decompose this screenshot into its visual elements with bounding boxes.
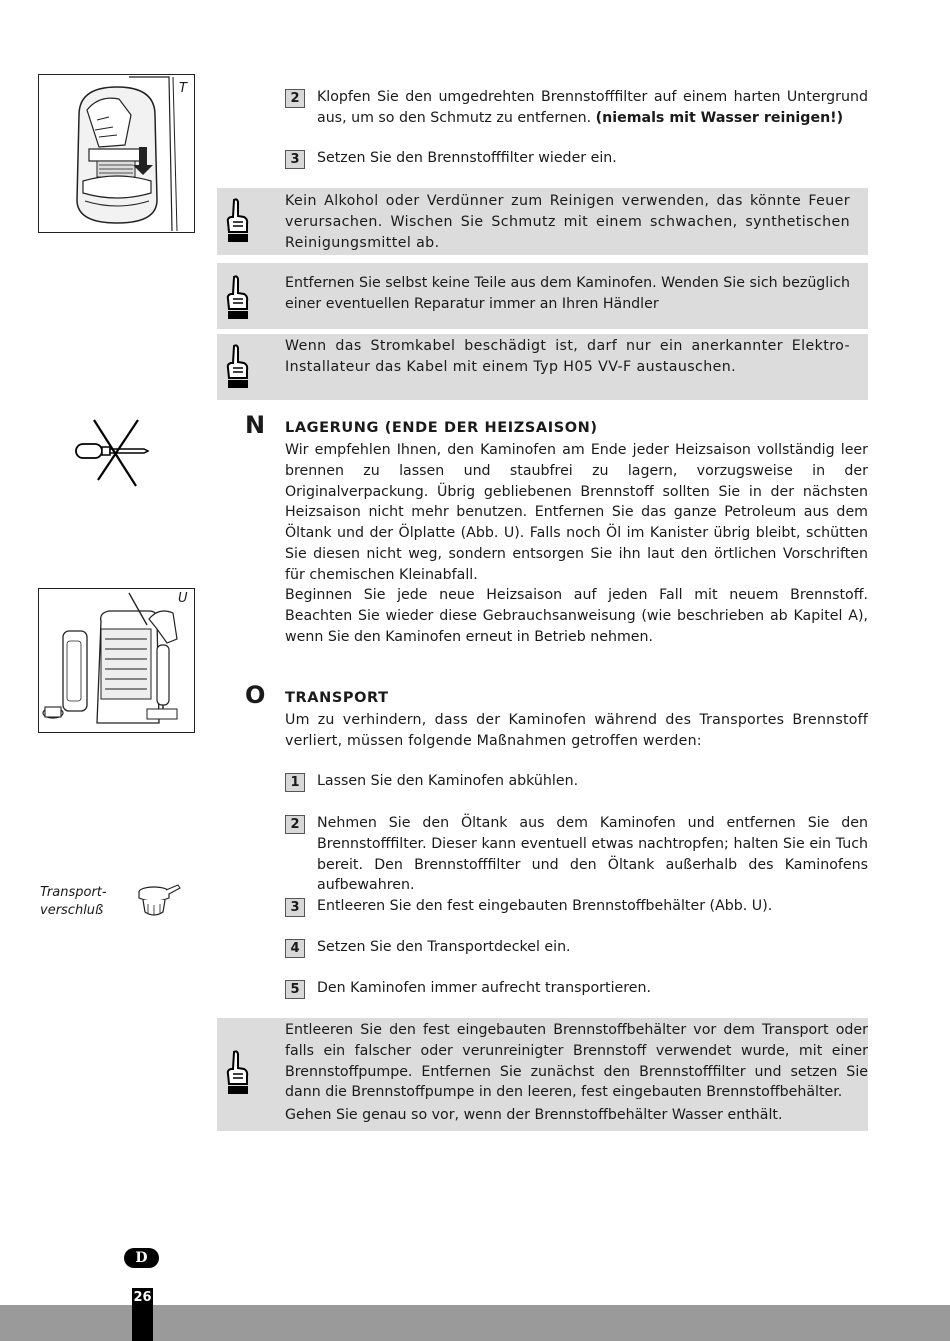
step-number: 4 — [285, 939, 305, 958]
figure-t-label: T — [179, 81, 187, 96]
figure-u-tank-emptying — [38, 588, 195, 733]
step-text: Setzen Sie den Brennstofffilter wieder ein. — [317, 150, 617, 166]
stove-pump-illustration — [39, 589, 193, 731]
no-screwdriver-icon — [72, 416, 152, 488]
note-box — [217, 334, 868, 400]
step-number: 1 — [285, 773, 305, 792]
note-text: Kein Alkohol oder Verdünner zum Reinigen verwenden, das könnte Feuer verursachen. Wischen Sie Schmutz mit einem schwachen, synthetischen Reinigungsmittel ab. — [285, 193, 850, 251]
step-number: 2 — [285, 815, 305, 834]
note-text-extra: Gehen Sie genau so vor, wenn der Brennstoffbehälter Wasser enthält. — [285, 1107, 783, 1124]
step-text — [317, 87, 868, 129]
figure-u-label: U — [178, 591, 188, 606]
note-text-main: Entleeren Sie den fest eingebauten Brennstoffbehälter vor dem Transport oder falls ein falscher oder verunreinigter Brennstoff verwendet wurde, mit einer Brennstoffpumpe. Entfernen Sie zunächst den Brennstofffilter und setzen Sie dann die Brennstoffpumpe in den leeren, fest eingebauten Brennstoffbehälter. — [285, 1022, 868, 1101]
pointing-hand-icon — [224, 1050, 250, 1096]
step-number: 3 — [285, 150, 305, 169]
page-number-tab — [132, 1288, 153, 1341]
note-text: Wenn das Stromkabel beschädigt ist, darf nur ein anerkannter Elektro-Installateur das Kabel mit einem Typ H05 VV-F austauschen. — [285, 338, 850, 375]
section-title: LAGERUNG (ENDE DER HEIZSAISON) — [285, 420, 598, 436]
section-letter: N — [245, 411, 266, 439]
transport-cap-label-line2: verschluß — [40, 903, 104, 918]
note-box — [217, 263, 868, 329]
section-paragraph: Um zu verhindern, dass der Kaminofen während des Transportes Brennstoff verliert, müssen folgende Maßnahmen getroffen werden: — [285, 712, 868, 749]
transport-cap-icon — [136, 882, 182, 920]
transport-cap-label-line1: Transport- — [40, 885, 107, 900]
section-paragraph: Wir empfehlen Ihnen, den Kaminofen am Ende jeder Heizsaison vollständig leer brennen zu lassen und staubfrei zu lagern, vorzugsweise in der Originalverpackung. Übrig gebliebenen Brennstoff sollten Sie in der nächsten Heizsaison nicht mehr benutzen. Entfernen Sie das ganze Petroleum aus dem Öltank und der Ölplatte (Abb. U). Falls noch Öl im Kanister übrig bleibt, schütten Sie diesen nicht weg, sondern entsorgen Sie ihn laut den örtlichen Vorschriften für chemischen Kleinabfall. — [285, 442, 868, 583]
step-text: Den Kaminofen immer aufrecht transportieren. — [317, 980, 651, 996]
step-text-warning: (niemals mit Wasser reinigen!) — [595, 109, 844, 126]
step-text: Lassen Sie den Kaminofen abkühlen. — [317, 773, 579, 789]
language-badge: D — [124, 1248, 159, 1268]
pointing-hand-icon — [224, 275, 250, 321]
step-text: Setzen Sie den Transportdeckel ein. — [317, 939, 571, 955]
section-paragraph: Beginnen Sie jede neue Heizsaison auf jeden Fall mit neuem Brennstoff. Beachten Sie wieder diese Gebrauchsanweisung (wie beschrieben ab Kapitel A), wenn Sie den Kaminofen erneut in Betrieb nehmen. — [285, 587, 868, 645]
step-number: 5 — [285, 980, 305, 999]
section-letter: O — [245, 681, 266, 709]
transport-cap-label — [40, 884, 107, 920]
step-number: 3 — [285, 898, 305, 917]
step-text: Nehmen Sie den Öltank aus dem Kaminofen und entfernen Sie den Brennstofffilter. Dieser kann eventuell etwas nachtropfen; halten Sie ein Tuch bereit. Den Brennstofffilter und den Öltank außerhalb des Kaminofens aufbewahren. — [317, 815, 868, 894]
note-text — [285, 1020, 868, 1126]
pointing-hand-icon — [224, 344, 250, 390]
note-box — [217, 1018, 868, 1131]
step-text: Entleeren Sie den fest eingebauten Brennstoffbehälter (Abb. U). — [317, 898, 773, 914]
pointing-hand-icon — [224, 198, 250, 244]
filter-illustration — [39, 75, 193, 231]
figure-t-filter-cleaning — [38, 74, 195, 233]
note-box — [217, 188, 868, 255]
note-text: Entfernen Sie selbst keine Teile aus dem Kaminofen. Wenden Sie sich bezüglich einer eventuellen Reparatur immer an Ihren Händler — [285, 275, 850, 312]
step-number: 2 — [285, 89, 305, 108]
step-text-main: Klopfen Sie den umgedrehten Brennstofffilter auf einem harten Untergrund aus, um so den Schmutz zu entfernen. — [317, 89, 868, 126]
page-number: 26 — [133, 1290, 152, 1305]
section-title: TRANSPORT — [285, 690, 389, 706]
